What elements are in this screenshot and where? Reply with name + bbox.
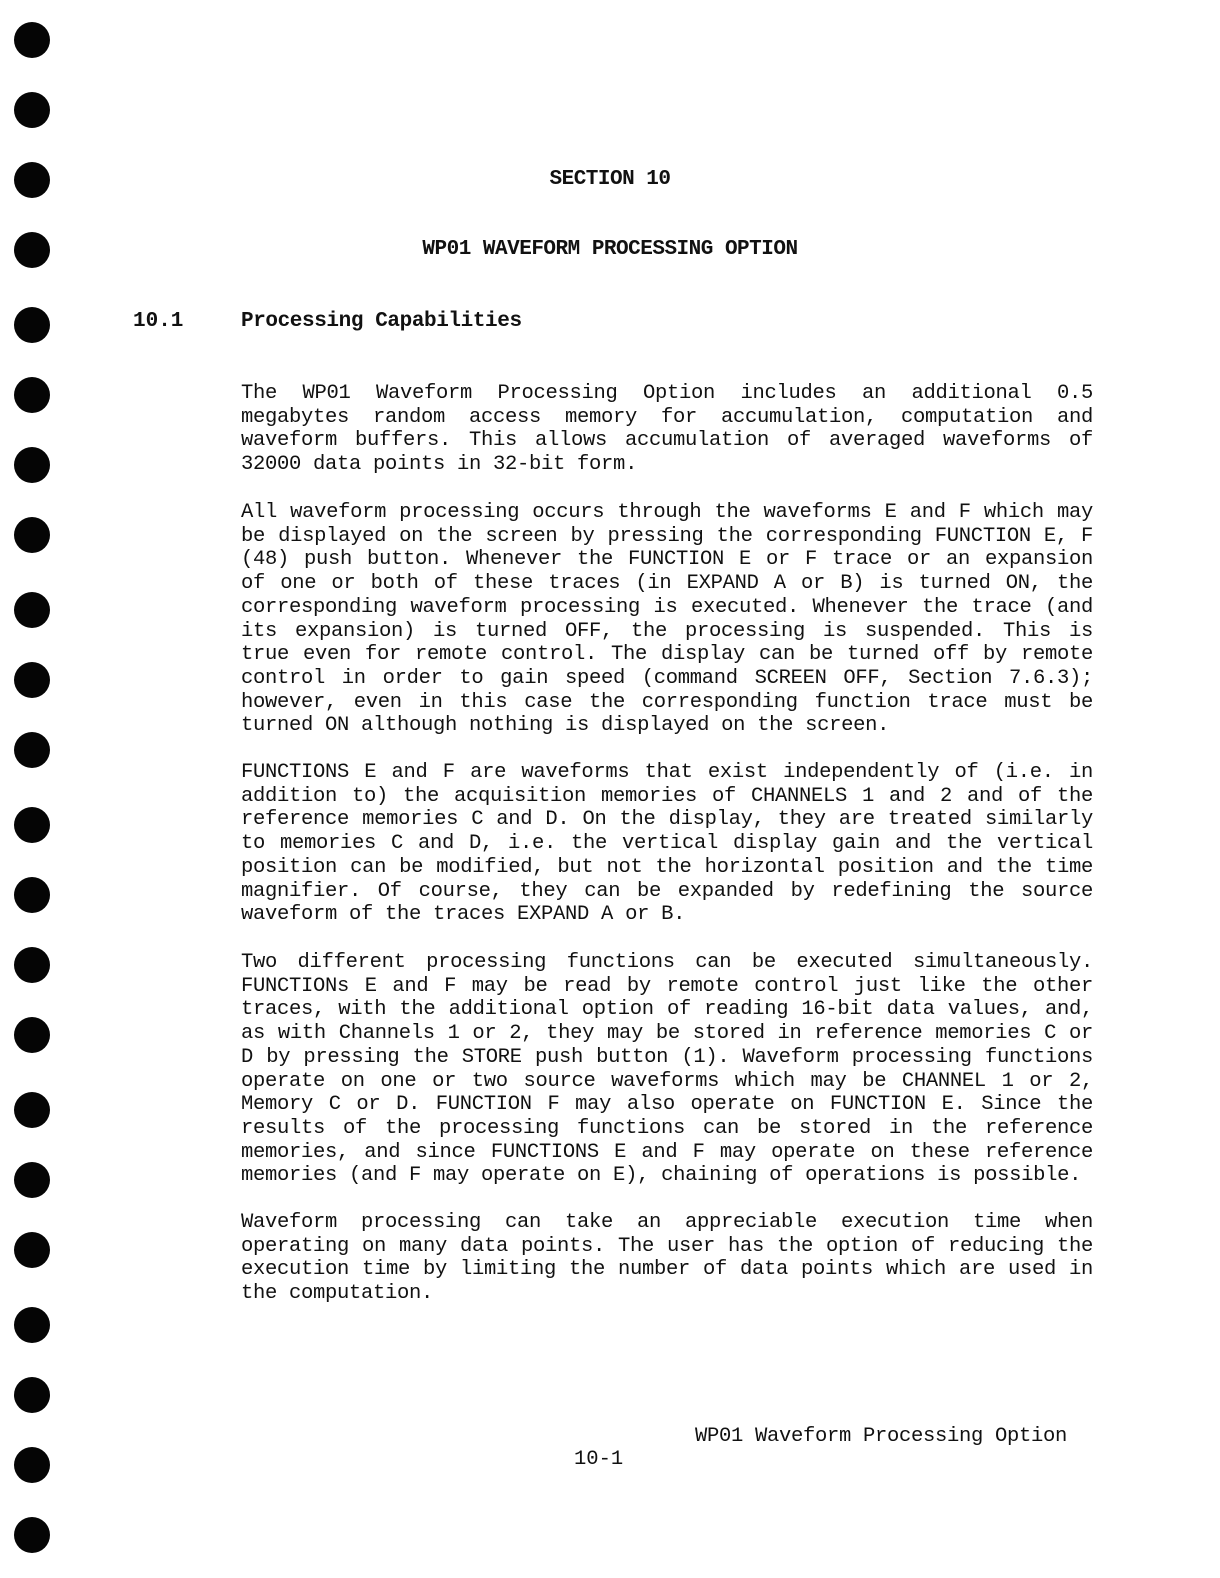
binder-hole	[14, 1447, 50, 1483]
page-number: 10-1	[574, 1448, 624, 1471]
subsection-number: 10.1	[133, 310, 184, 333]
section-heading: SECTION 10	[549, 168, 671, 191]
binder-hole	[14, 1092, 50, 1128]
binder-hole	[14, 377, 50, 413]
paragraph: Two different processing functions can be executed simultaneously. FUNCTIONs E and F may be read by remote control just like the other traces, with the additional option of reading 16-bit data values, and, as with Channels 1 or 2, they may be stored in reference memories C or D by pressing the STORE push button (1). Waveform processing functions operate on one or two source waveforms which may be CHANNEL 1 or 2, Memory C or D. FUNCTION F may also operate on FUNCTION E. Since the results of the processing functions can be stored in the reference memories, and since FUNCTIONS E and F may operate on these reference memories (and F may operate on E), chaining of operations is possible.	[241, 951, 1093, 1188]
binder-hole	[14, 1232, 50, 1268]
binder-hole	[14, 92, 50, 128]
binder-hole	[14, 1162, 50, 1198]
binder-hole	[14, 947, 50, 983]
binder-hole	[14, 877, 50, 913]
binder-hole	[14, 1017, 50, 1053]
binder-hole	[14, 662, 50, 698]
binder-hole	[14, 1307, 50, 1343]
footer-title: WP01 Waveform Processing Option	[695, 1425, 1068, 1448]
paragraph: All waveform processing occurs through the waveforms E and F which may be displayed on the screen by pressing the corresponding FUNCTION E, F (48) push button. Whenever the FUNCTION E or F trace or an expansion of one or both of these traces (in EXPAND A or B) is turned ON, the corresponding waveform processing is executed. Whenever the trace (and its expansion) is turned OFF, the processing is suspended. This is true even for remote control. The display can be turned off by remote control in order to gain speed (command SCREEN OFF, Section 7.6.3); however, even in this case the corresponding function trace must be turned ON although nothing is displayed on the screen.	[241, 501, 1093, 738]
binder-hole	[14, 807, 50, 843]
binder-hole	[14, 1517, 50, 1553]
paragraph: The WP01 Waveform Processing Option includes an additional 0.5 megabytes random access memory for accumulation, computation and waveform buffers. This allows accumulation of averaged waveforms of 32000 data points in 32-bit form.	[241, 382, 1093, 477]
section-title: WP01 WAVEFORM PROCESSING OPTION	[422, 238, 798, 261]
binder-hole	[14, 517, 50, 553]
binder-hole	[14, 592, 50, 628]
binder-hole	[14, 22, 50, 58]
subsection-title: Processing Capabilities	[241, 310, 522, 333]
paragraph: Waveform processing can take an appreciable execution time when operating on many data points. The user has the option of reducing the execution time by limiting the number of data points which are used in the computation.	[241, 1211, 1093, 1306]
binder-hole	[14, 1377, 50, 1413]
binder-hole	[14, 732, 50, 768]
paragraph: FUNCTIONS E and F are waveforms that exist independently of (i.e. in addition to) the acquisition memories of CHANNELS 1 and 2 and of the reference memories C and D. On the display, they are treated similarly to memories C and D, i.e. the vertical display gain and the vertical position can be modified, but not the horizontal position and the time magnifier. Of course, they can be expanded by redefining the source waveform of the traces EXPAND A or B.	[241, 761, 1093, 927]
binder-hole	[14, 307, 50, 343]
binder-hole	[14, 447, 50, 483]
